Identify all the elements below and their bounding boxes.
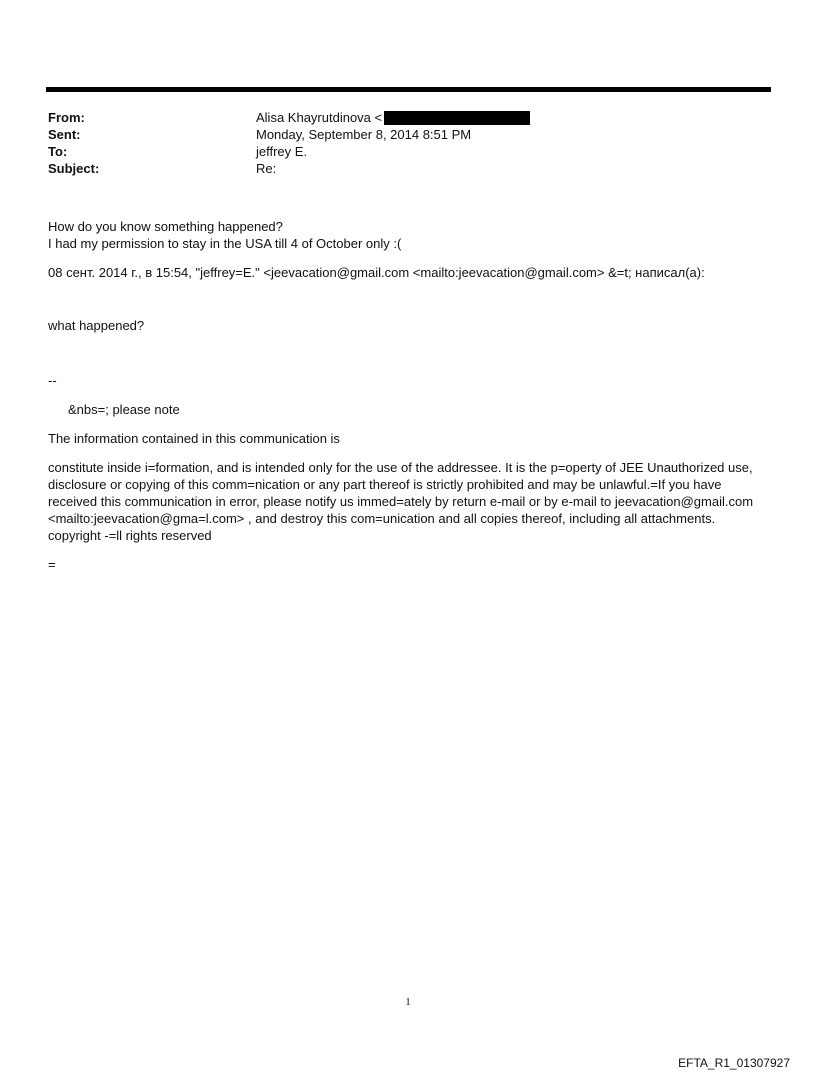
redaction-box [384,111,530,125]
email-body [48,218,758,573]
to-value: jeffrey E. [256,144,308,159]
signature-separator: -- [48,373,57,388]
header-rule [46,87,771,92]
subject-label: Subject: [48,161,100,176]
trailing-equals: = [48,557,56,572]
to-label: To: [48,144,68,159]
body-line-2: I had my permission to stay in the USA till 4 of October only :( [48,236,402,251]
document-id: EFTA_R1_01307927 [678,1056,790,1070]
page-number: 1 [405,996,411,1008]
from-label: From: [48,110,85,125]
sent-value: Monday, September 8, 2014 8:51 PM [256,127,472,142]
body-line-1: How do you know something happened? [48,219,283,234]
quote-header: 08 сент. 2014 г., в 15:54, "jeffrey=E." <jeevacation@gmail.com <mailto:jeevacation@gmail.com> &=t; написал(а): [48,265,705,280]
from-row [48,109,748,126]
from-value [256,110,530,125]
info-line: The information contained in this communication is [48,431,340,446]
quoted-question: what happened? [48,318,145,333]
from-name: Alisa Khayrutdinova < [256,110,383,125]
email-header [48,109,748,177]
subject-row [48,160,748,177]
disclaimer: constitute inside i=formation, and is intended only for the use of the addressee. It is the p=operty of JEE Unauthorized use, disclosure or copying of this comm=nication or any part thereof is strictly prohibited and may be unlawful.=If you have received this communication in error, please notify us immed=ately by return e-mail or by e-mail to jeevacation@gmail.com <mailto:jeevacation@gma=l.com> , and destroy this com=unication and all copies thereof, including all attachments. copyright -=ll rights reserved [48,460,754,543]
to-row [48,143,748,160]
sent-row [48,126,748,143]
please-note: &nbs=; please note [68,402,180,417]
sent-label: Sent: [48,127,81,142]
subject-value: Re: [256,161,277,176]
